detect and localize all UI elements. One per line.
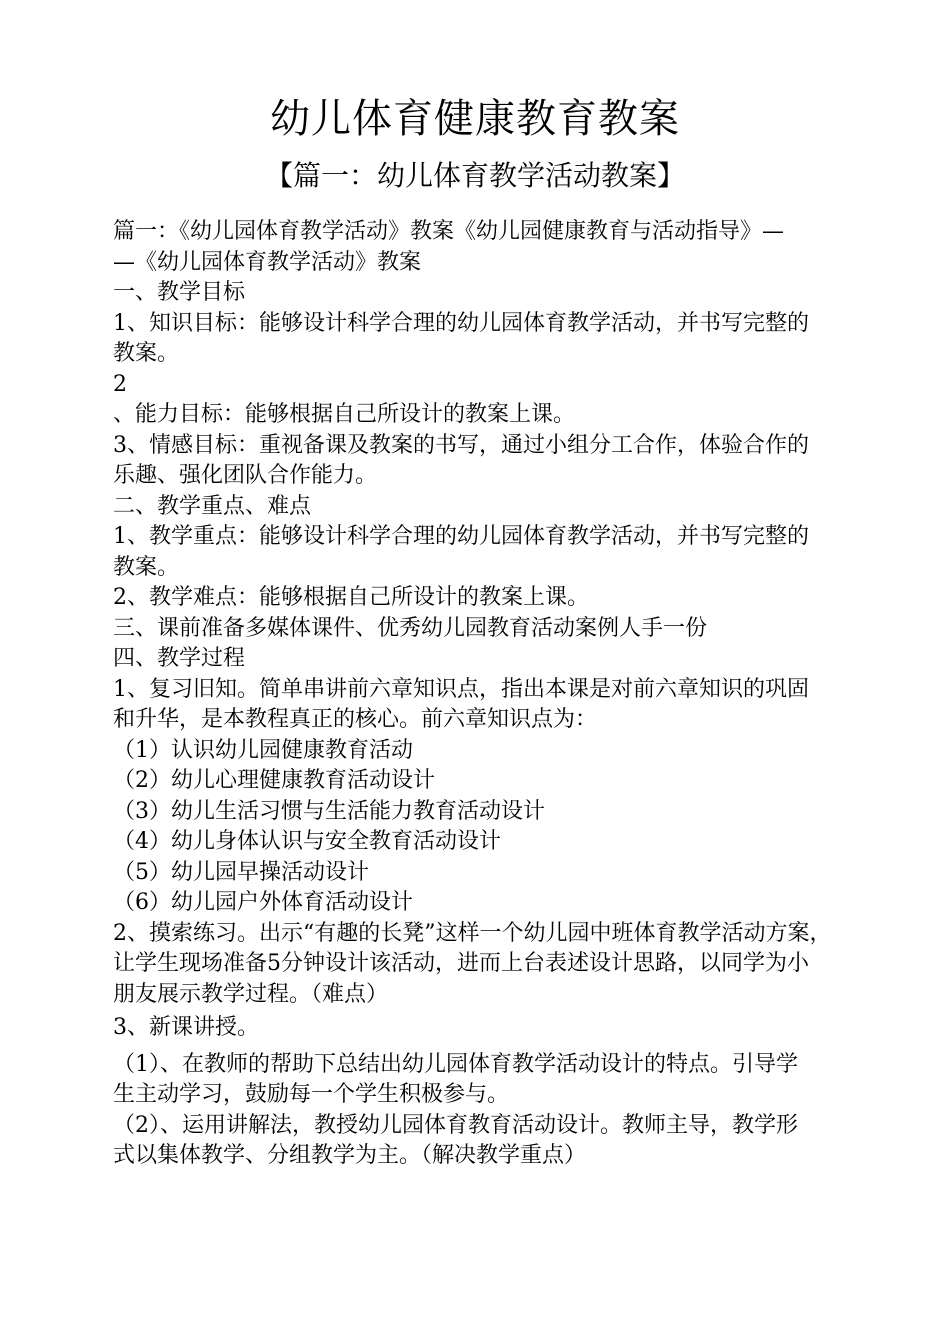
section-heading: 二、教学重点、难点 — [113, 493, 312, 519]
body-line: 式以集体教学、分组教学为主。（解决教学重点） — [113, 1143, 587, 1168]
body-line: 、能力目标：能够根据自己所设计的教案上课。 — [113, 402, 576, 427]
body-line: 2、教学难点：能够根据自己所设计的教案上课。 — [113, 585, 589, 610]
body-line: 篇一：《幼儿园体育教学活动》教案《幼儿园健康教育与活动指导》— — [113, 219, 785, 244]
body-line: 乐趣、强化团队合作能力。 — [113, 463, 378, 488]
list-item: （3）幼儿生活习惯与生活能力教育活动设计 — [113, 798, 545, 824]
list-item: （2）幼儿心理健康教育活动设计 — [113, 768, 435, 793]
body-line: 2、摸索练习。出示“有趣的长凳”这样一个幼儿园中班体育教学活动方案， — [113, 920, 832, 946]
body-line: 3、新课讲授。 — [113, 1015, 259, 1040]
document-title: 幼儿体育健康教育教案 — [270, 96, 680, 142]
list-item: （6）幼儿园户外体育活动设计 — [113, 890, 413, 915]
body-line: 让学生现场准备5分钟设计该活动，进而上台表述设计思路，以同学为小 — [113, 951, 809, 976]
list-item: （1）认识幼儿园健康教育活动 — [113, 737, 413, 763]
list-item: （4）幼儿身体认识与安全教育活动设计 — [113, 829, 501, 854]
body-line: 2 — [113, 371, 127, 397]
section-heading: 三、课前准备多媒体课件、优秀幼儿园教育活动案例人手一份 — [113, 615, 708, 641]
body-line: （2）、运用讲解法，教授幼儿园体育教育活动设计。教师主导，教学形 — [113, 1112, 798, 1138]
section-heading: 四、教学过程 — [113, 646, 246, 671]
body-line: —《幼儿园体育教学活动》教案 — [113, 249, 422, 275]
body-line: 教案。 — [113, 341, 180, 366]
body-line: 1、知识目标：能够设计科学合理的幼儿园体育教学活动，并书写完整的 — [113, 310, 809, 336]
body-line: 3、情感目标：重视备课及教案的书写，通过小组分工合作，体验合作的 — [113, 432, 809, 458]
document-body — [113, 217, 853, 1172]
section-heading: 一、教学目标 — [113, 280, 246, 305]
body-line: 1、教学重点：能够设计科学合理的幼儿园体育教学活动，并书写完整的 — [113, 524, 809, 549]
body-line: 教案。 — [113, 554, 180, 580]
body-line: 1、复习旧知。简单串讲前六章知识点，指出本课是对前六章知识的巩固 — [113, 676, 809, 702]
body-line: 和升华，是本教程真正的核心。前六章知识点为： — [113, 707, 598, 732]
body-line: （1）、在教师的帮助下总结出幼儿园体育教学活动设计的特点。引导学 — [113, 1051, 798, 1077]
body-line: 朋友展示教学过程。（难点） — [113, 981, 389, 1007]
list-item: （5）幼儿园早操活动设计 — [113, 859, 369, 885]
body-line: 生主动学习，鼓励每一个学生积极参与。 — [113, 1082, 510, 1107]
document-subtitle: 【篇一：幼儿体育教学活动教案】 — [264, 159, 685, 192]
